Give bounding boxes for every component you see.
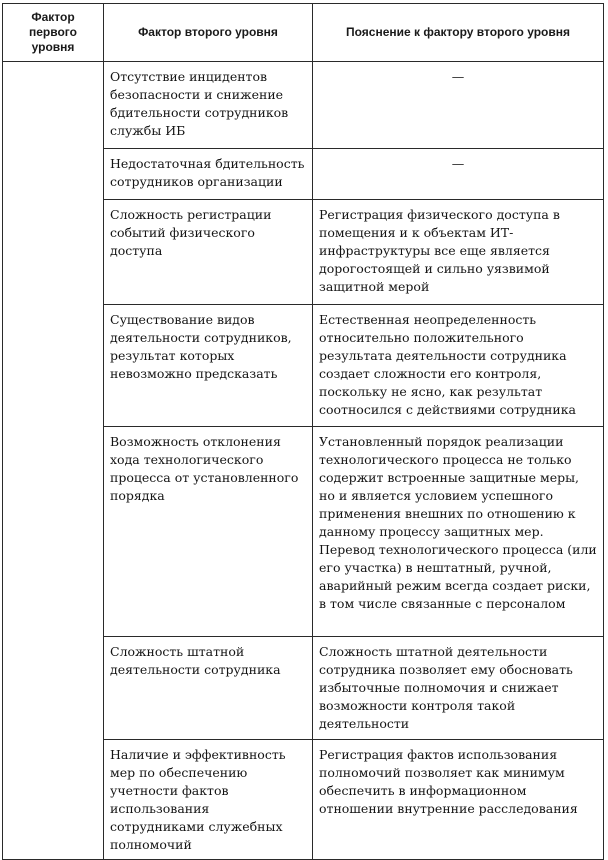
explanation-text: —	[451, 69, 465, 84]
table-row	[3, 62, 604, 149]
explanation-cell	[313, 740, 604, 860]
explanation-cell	[313, 62, 604, 149]
factor-text: Сложность штатной деятельности сотрудника	[110, 644, 281, 677]
header-explanation: Пояснение к фактору второго уровня	[313, 4, 604, 62]
factor-text: Сложность регистрации событий физического доступа	[110, 207, 272, 258]
factors-table	[2, 3, 604, 860]
explanation-cell	[313, 305, 604, 427]
factor-text: Недостаточная бдительность сотрудников организации	[110, 156, 305, 189]
explanation-text: —	[451, 156, 465, 171]
factor-text: Существование видов деятельности сотрудников, результат которых невозможно предсказать	[110, 312, 292, 381]
factor-text: Возможность отклонения хода технологического процесса от установленного порядка	[110, 434, 299, 503]
explanation-text: Регистрация фактов использования полномочий позволяет как минимум обеспечить в информационном отношении внутренние расследования	[319, 747, 578, 816]
factor-text: Наличие и эффективность мер по обеспечению учетности фактов использования сотрудниками служебных полномочий	[110, 747, 286, 852]
explanation-text: Естественная неопределенность относительно положительного результата деятельности сотрудника создает сложности его контроля, поскольку не ясно, как результат соотносился с действиями сотрудника	[319, 312, 576, 417]
explanation-text: Регистрация физического доступа в помещения и к объектам ИТ-инфраструктуры все еще является дорогостоящей и сильно уязвимой защитной мерой	[319, 207, 560, 294]
header-level2-factor: Фактор второго уровня	[104, 4, 313, 62]
explanation-cell	[313, 149, 604, 200]
header-level1-factor: Фактор первого уровня	[3, 4, 104, 62]
explanation-text: Установленный порядок реализации технологического процесса не только содержит встроенные защитные меры, но и является условием успешного применения внешних по отношению к данному процессу защитных мер. Перевод технологического процесса (или его участка) в нештатный, ручной, аварийный режим всегда создает риски, в том числе связанные с персоналом	[319, 434, 597, 611]
first-level-factor-cell	[3, 62, 104, 860]
second-level-factor-cell	[104, 149, 313, 200]
second-level-factor-cell	[104, 62, 313, 149]
explanation-cell	[313, 427, 604, 637]
second-level-factor-cell	[104, 740, 313, 860]
second-level-factor-cell	[104, 305, 313, 427]
second-level-factor-cell	[104, 427, 313, 637]
header-row	[3, 4, 604, 62]
explanation-cell	[313, 200, 604, 305]
second-level-factor-cell	[104, 200, 313, 305]
explanation-text: Сложность штатной деятельности сотрудника позволяет ему обосновать избыточные полномочия и снижает возможности контроля такой деятельности	[319, 644, 573, 731]
explanation-cell	[313, 637, 604, 740]
second-level-factor-cell	[104, 637, 313, 740]
factor-text: Отсутствие инцидентов безопасности и снижение бдительности сотрудников службы ИБ	[110, 69, 289, 138]
